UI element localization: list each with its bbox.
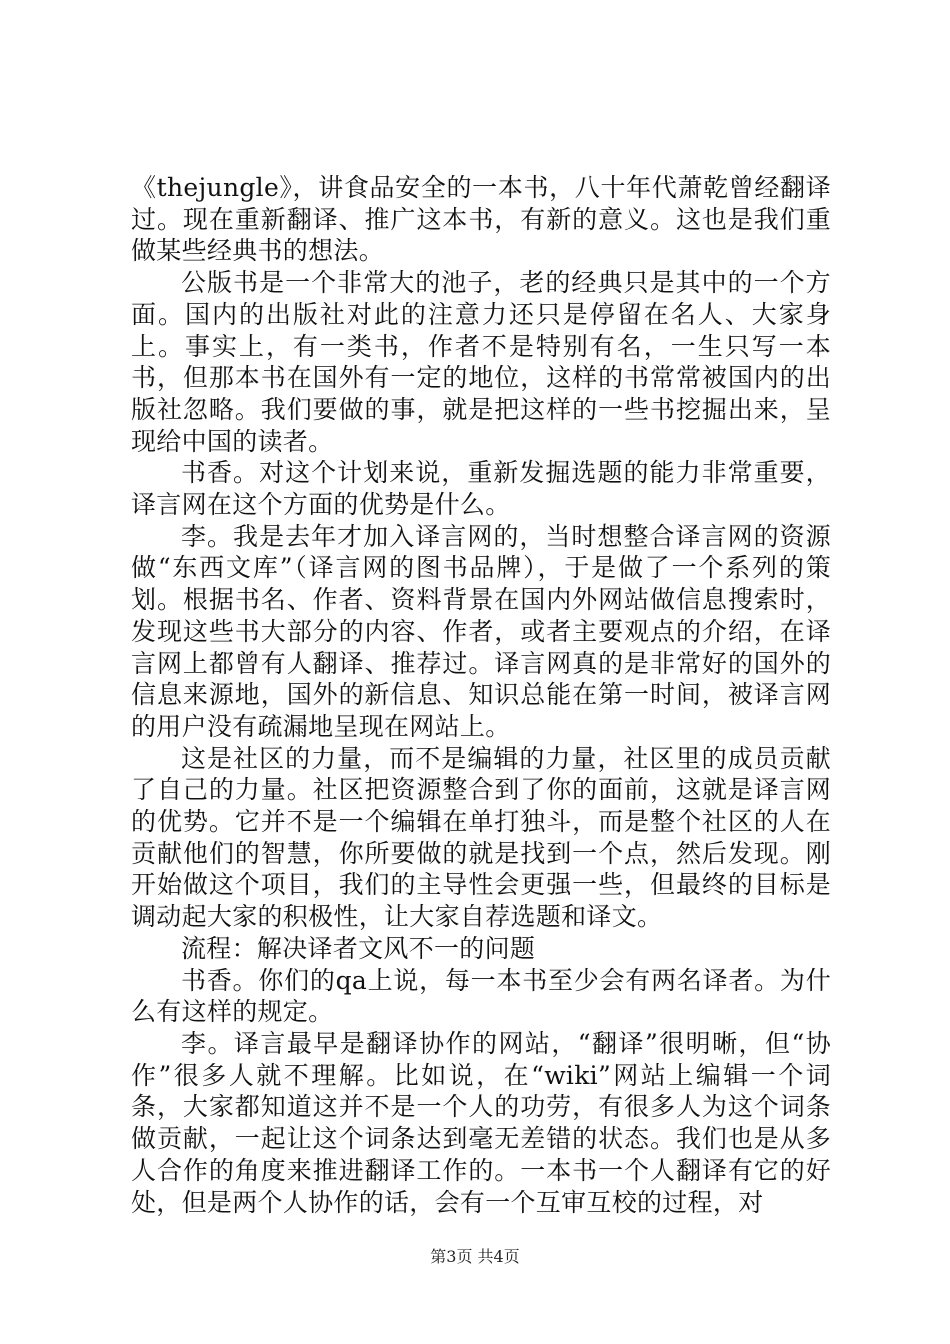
paragraph: 书香。对这个计划来说，重新发掘选题的能力非常重要，译言网在这个方面的优势是什么。 — [131, 458, 831, 520]
paragraph: 这是社区的力量，而不是编辑的力量，社区里的成员贡献了自己的力量。社区把资源整合到了你的面前，这就是译言网的优势。它并不是一个编辑在单打独斗，而是整个社区的人在贡献他们的智慧，你所要做的就是找到一个点，然后发现。刚开始做这个项目，我们的主导性会更强一些，但最终的目标是调动起大家的积极性，让大家自荐选题和译文。 — [131, 743, 831, 932]
page-number-footer: 第3页 共4页 — [430, 1247, 520, 1266]
paragraph: 书香。你们的qa上说，每一本书至少会有两名译者。为什么有这样的规定。 — [131, 965, 831, 1027]
section-heading: 流程：解决译者文风不一的问题 — [181, 933, 536, 963]
paragraph: 公版书是一个非常大的池子，老的经典只是其中的一个方面。国内的出版社对此的注意力还只是停留在名人、大家身上。事实上，有一类书，作者不是特别有名，一生只写一本书，但那本书在国外有一定的地位，这样的书常常被国内的出版社忽略。我们要做的事，就是把这样的一些书挖掘出来，呈现给中国的读者。 — [131, 268, 831, 456]
paragraph: 李。译言最早是翻译协作的网站，“翻译”很明晰，但“协作”很多人就不理解。比如说，在“wiki”网站上编辑一个词条，大家都知道这并不是一个人的功劳，有很多人为这个词条做贡献，一起让这个词条达到毫无差错的状态。我们也是从多人合作的角度来推进翻译工作的。一本书一个人翻译有它的好处，但是两个人协作的话，会有一个互审互校的过程，对 — [131, 1028, 831, 1217]
paragraph: 《thejungle》，讲食品安全的一本书，八十年代萧乾曾经翻译过。现在重新翻译、推广这本书，有新的意义。这也是我们重做某些经典书的想法。 — [131, 173, 831, 266]
document-body — [131, 172, 831, 1218]
paragraph: 李。我是去年才加入译言网的，当时想整合译言网的资源做“东西文库”（译言网的图书品牌），于是做了一个系列的策划。根据书名、作者、资料背景在国内外网站做信息搜索时，发现这些书大部分的内容、作者，或者主要观点的介绍，在译言网上都曾有人翻译、推荐过。译言网真的是非常好的国外的信息来源地，国外的新信息、知识总能在第一时间，被译言网的用户没有疏漏地呈现在网站上。 — [131, 521, 831, 741]
